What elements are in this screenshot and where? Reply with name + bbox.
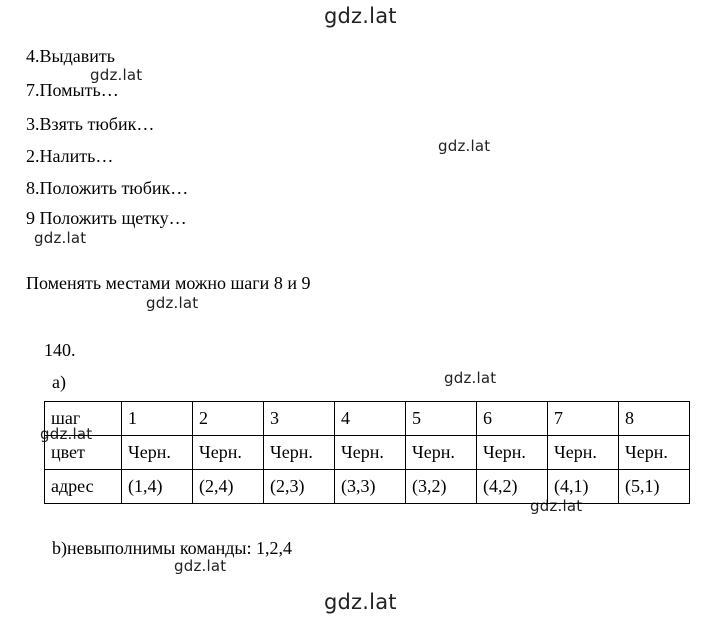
table-cell: (4,1) (548, 470, 619, 504)
watermark: gdz.lat (174, 557, 227, 575)
table-cell: 1 (122, 402, 193, 436)
table-cell: (3,3) (335, 470, 406, 504)
watermark: gdz.lat (444, 369, 497, 387)
table-cell: 5 (406, 402, 477, 436)
table-cell: Черн. (193, 436, 264, 470)
table-cell: (5,1) (619, 470, 690, 504)
table-cell: 3 (264, 402, 335, 436)
row-label: цвет (45, 436, 122, 470)
table-cell: (2,3) (264, 470, 335, 504)
table-cell: 7 (548, 402, 619, 436)
table-cell: Черн. (548, 436, 619, 470)
part-a-label: a) (52, 372, 66, 392)
step-line: 8.Положить тюбик… (26, 178, 189, 198)
watermark: gdz.lat (146, 294, 199, 312)
watermark: gdz.lat (530, 497, 583, 515)
table-row-color (45, 436, 690, 470)
swap-note: Поменять местами можно шаги 8 и 9 (26, 273, 311, 293)
table-cell: Черн. (264, 436, 335, 470)
watermark-bottom: gdz.lat (324, 590, 397, 614)
steps-table (44, 401, 690, 504)
table-cell: (3,2) (406, 470, 477, 504)
watermark: gdz.lat (90, 66, 143, 84)
table-cell: 6 (477, 402, 548, 436)
part-b-answer: b)невыполнимы команды: 1,2,4 (52, 538, 292, 558)
table-cell: 4 (335, 402, 406, 436)
watermark: gdz.lat (34, 229, 87, 247)
table-cell: Черн. (122, 436, 193, 470)
table-cell: Черн. (619, 436, 690, 470)
table-cell: Черн. (477, 436, 548, 470)
watermark-top: gdz.lat (324, 4, 397, 28)
table-row-address (45, 470, 690, 504)
step-line: 2.Налить… (26, 146, 114, 166)
table-cell: Черн. (406, 436, 477, 470)
row-label: шаг (45, 402, 122, 436)
table-row-step (45, 402, 690, 436)
step-line: 4.Выдавить (26, 46, 115, 66)
table-cell: (4,2) (477, 470, 548, 504)
table-cell: (1,4) (122, 470, 193, 504)
table-cell: Черн. (335, 436, 406, 470)
problem-number: 140. (44, 340, 76, 360)
step-line: 3.Взять тюбик… (26, 114, 155, 134)
row-label: адрес (45, 470, 122, 504)
table-cell: (2,4) (193, 470, 264, 504)
table-cell: 8 (619, 402, 690, 436)
watermark: gdz.lat (40, 425, 93, 443)
watermark: gdz.lat (438, 137, 491, 155)
table-cell: 2 (193, 402, 264, 436)
step-line: 7.Помыть… (26, 80, 119, 100)
step-line: 9 Положить щетку… (26, 208, 187, 228)
